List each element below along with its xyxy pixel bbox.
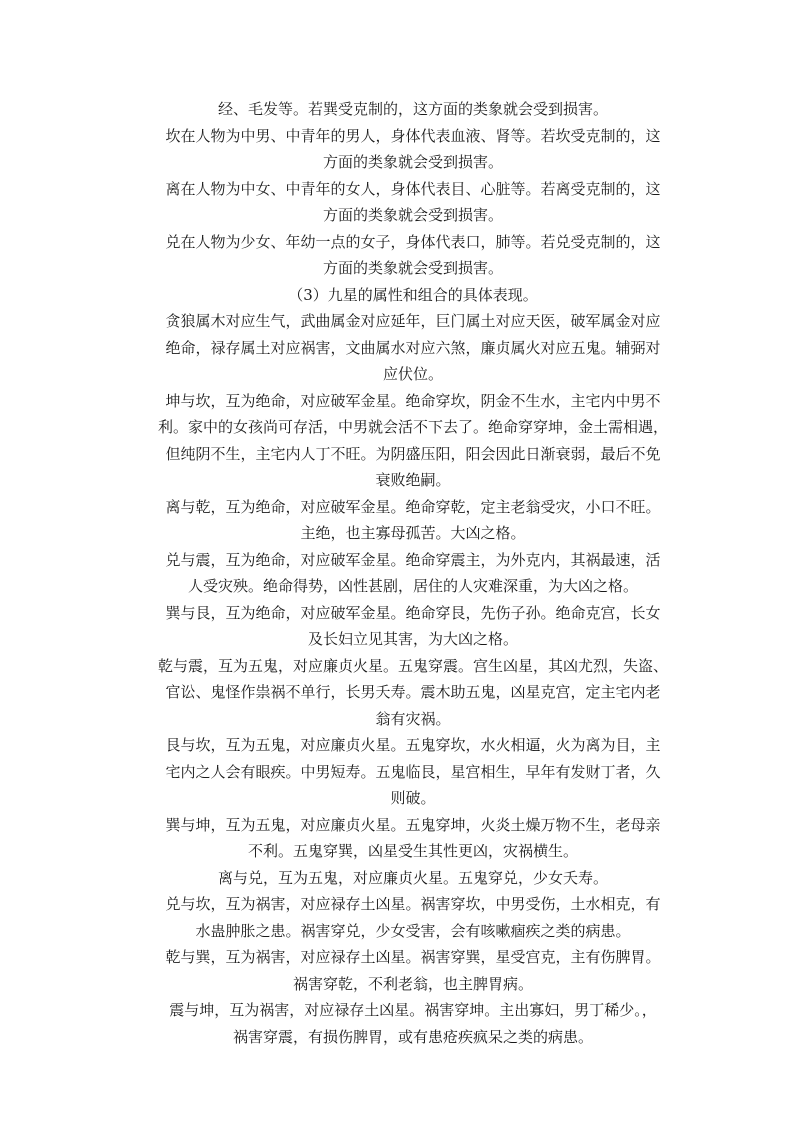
paragraph-xun-gen: 巽与艮，互为绝命，对应破军金星。绝命穿艮，先伤子孙。绝命克宫，长女 及长妇立见其害，为大凶之格。 [165,603,661,648]
paragraph-li: 离在人物为中女、中青年的女人，身体代表目、心脏等。若离受克制的，这 方面的类象就会受到损害。 [165,179,661,224]
paragraph-dui-kan: 兑与坎，互为祸害，对应禄存土凶星。祸害穿坎，中男受伤，土水相克，有 水蛊肿胀之患。祸害穿兑，少女受害，会有咳嗽痼疾之类的病患。 [165,895,661,940]
paragraph-li-qian: 离与乾，互为绝命，对应破军金星。绝命穿乾，定主老翁受灾，小口不旺。 主绝，也主寡母孤苦。大凶之格。 [165,497,661,542]
paragraph-xun-continued: 经、毛发等。若巽受克制的，这方面的类象就会受到损害。 [217,100,608,118]
paragraph-dui: 兑在人物为少女、年幼一点的女子，身体代表口，肺等。若兑受克制的，这 方面的类象就会受到损害。 [165,232,661,277]
paragraph-kan: 坎在人物为中男、中青年的男人，身体代表血液、肾等。若坎受克制的，这 方面的类象就会受到损害。 [165,126,661,171]
paragraph-zhen-kun: 震与坤，互为祸害，对应禄存土凶星。祸害穿坤。主出寡妇，男丁稀少。， 祸害穿震，有损伤脾胃，或有患疮疾疯呆之类的病患。 [169,1001,657,1046]
paragraph-qian-xun: 乾与巽，互为祸害，对应禄存土凶星。祸害穿巽，星受宫克，主有伤脾胃。 祸害穿乾，不利老翁，也主脾胃病。 [165,948,661,993]
paragraph-li-dui: 离与兑，互为五鬼，对应廉贞火星。五鬼穿兑，少女夭寿。 [217,868,608,887]
paragraph-nine-stars: 贪狼属木对应生气，武曲属金对应延年，巨门属土对应天医，破军属金对应 绝命，禄存属土对应祸害，文曲属水对应六煞，廉贞属火对应五鬼。辅弼对 应伏位。 [165,312,661,383]
section-heading: （3）九星的属性和组合的具体表现。 [288,285,538,304]
paragraph-dui-zhen: 兑与震，互为绝命，对应破军金星。绝命穿震主，为外克内，其祸最速，活 人受灾殃。绝命得势，凶性甚剧，居住的人灾难深重，为大凶之格。 [165,550,661,595]
paragraph-xun-kun: 巽与坤，互为五鬼，对应廉贞火星。五鬼穿坤，火炎土燥万物不生，老母亲 不利。五鬼穿巽，凶星受生其性更凶，灾祸横生。 [165,815,661,860]
document-body [143,96,683,1050]
paragraph-gen-kan: 艮与坎，互为五鬼，对应廉贞火星。五鬼穿坎，水火相逼，火为离为目，主 宅内之人会有眼疾。中男短寿。五鬼临艮，星宫相生，早年有发财丁者，久 则破。 [165,736,661,807]
paragraph-kun-kan: 坤与坎，互为绝命，对应破军金星。绝命穿坎，阴金不生水，主宅内中男不 利。家中的女孩尚可存活，中男就会活不下去了。绝命穿穿坤，金土需相遇， 但纯阴不生，主宅内人丁不旺。为阴盛压阳，阳会因此日渐衰弱，最后不免 衰败绝嗣。 [157,391,668,489]
paragraph-qian-zhen: 乾与震，互为五鬼，对应廉贞火星。五鬼穿震。宫生凶星，其凶尤烈，失盗、 官讼、鬼怪作祟祸不单行，长男夭寿。震木助五鬼，凶星克宫，定主宅内老 翁有灾祸。 [157,656,668,728]
